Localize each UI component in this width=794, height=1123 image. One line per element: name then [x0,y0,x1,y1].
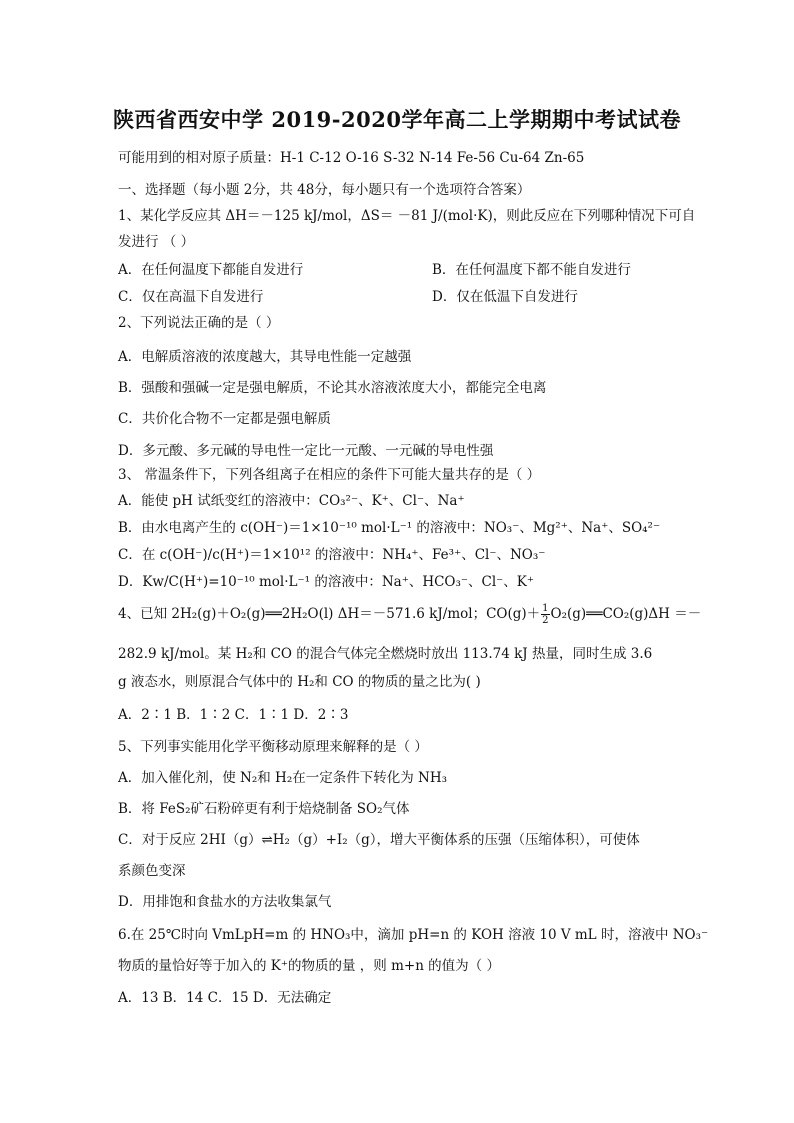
q5-option-c: C．对于反应 2HI（g）⇌H₂（g）+I₂（g），增大平衡体系的压强（压缩体积），可使体 [118,832,640,848]
q1-option-c: C．仅在高温下自发进行 [118,289,264,305]
q1-stem: 1、某化学反应其 ΔH＝－125 kJ/mol，ΔS＝ －81 J/(mol·K)，则此反应在下列哪种情况下可自 [118,208,696,224]
section-heading: 一、选择题（每小题 2分，共 48分，每小题只有一个选项符合答案） [118,182,531,198]
q3-option-b: B．由水电离产生的 c(OH⁻)＝1×10⁻¹⁰ mol·L⁻¹ 的溶液中：NO₃⁻、Mg²⁺、Na⁺、SO₄²⁻ [118,520,661,536]
q5-option-b: B．将 FeS₂矿石粉碎更有利于焙烧制备 SO₂气体 [118,801,410,817]
q4-options: A．2∶1 B．1∶2 C．1∶1 D．2∶3 [118,707,349,723]
q3-stem: 3、 常温条件下，下列各组离子在相应的条件下可能大量共存的是（ ） [118,467,541,483]
page-title: 陕西省西安中学 2019-2020学年高二上学期期中考试试卷 [113,107,681,132]
q2-option-c: C．共价化合物不一定都是强电解质 [118,411,331,427]
q3-option-a: A．能使 pH 试纸变红的溶液中：CO₃²⁻、K⁺、Cl⁻、Na⁺ [118,493,465,509]
q2-option-a: A．电解质溶液的浓度越大，其导电性能一定越强 [118,349,412,365]
q5-option-d: D．用排饱和食盐水的方法收集氯气 [118,894,332,910]
q4-stem [118,602,701,626]
q5-stem: 5、下列事实能用化学平衡移动原理来解释的是（ ） [118,739,428,755]
q1-option-d: D．仅在低温下自发进行 [432,289,578,305]
q6-stem: 6.在 25℃时向 VmLpH=m 的 HNO₃中，滴加 pH=n 的 KOH 溶液 10 V mL 时，溶液中 NO₃⁻ [118,927,709,943]
atomic-masses: 可能用到的相对原子质量：H-1 C-12 O-16 S-32 N-14 Fe-56 Cu-64 Zn-65 [118,150,585,166]
q1-option-b: B．在任何温度下都不能自发进行 [432,262,631,278]
q4-stem-cont2: g 液态水，则原混合气体中的 H₂和 CO 的物质的量之比为( ) [118,674,481,690]
q5-option-a: A．加入催化剂，使 N₂和 H₂在一定条件下转化为 NH₃ [118,770,448,786]
q3-option-d: D．Kw/C(H⁺)=10⁻¹⁰ mol·L⁻¹ 的溶液中：Na⁺、HCO₃⁻、Cl⁻、K⁺ [118,574,535,590]
q1-stem-cont: 发进行 （ ） [118,234,195,250]
q4-stem-part2: O₂(g)══CO₂(g)ΔH ＝－ [550,606,702,622]
q2-stem: 2、下列说法正确的是（ ） [118,315,280,331]
q3-option-c: C．在 c(OH⁻)/c(H⁺)＝1×10¹² 的溶液中：NH₄⁺、Fe³⁺、Cl⁻、NO₃⁻ [118,547,546,563]
q2-option-b: B．强酸和强碱一定是强电解质，不论其水溶液浓度大小，都能完全电离 [118,380,547,396]
q6-stem-cont: 物质的量恰好等于加入的 K⁺的物质的量 ，则 m+n 的值为（ ） [118,958,500,974]
q2-option-d: D．多元酸、多元碱的导电性一定比一元酸、一元碱的导电性强 [118,443,494,459]
q6-options: A．13 B．14 C．15 D．无法确定 [118,990,332,1006]
q1-option-a: A．在任何温度下都能自发进行 [118,262,304,278]
q5-option-c-cont: 系颜色变深 [118,863,186,879]
q4-stem-part1: 4、已知 2H₂(g)＋O₂(g)══2H₂O(l) ΔH＝－571.6 kJ/mol；CO(g)＋ [118,606,541,622]
q4-stem-cont: 282.9 kJ/mol。某 H₂和 CO 的混合气体完全燃烧时放出 113.74 kJ 热量，同时生成 3.6 [118,646,653,662]
one-half-fraction: $\frac{1}{2}$ [542,603,549,626]
